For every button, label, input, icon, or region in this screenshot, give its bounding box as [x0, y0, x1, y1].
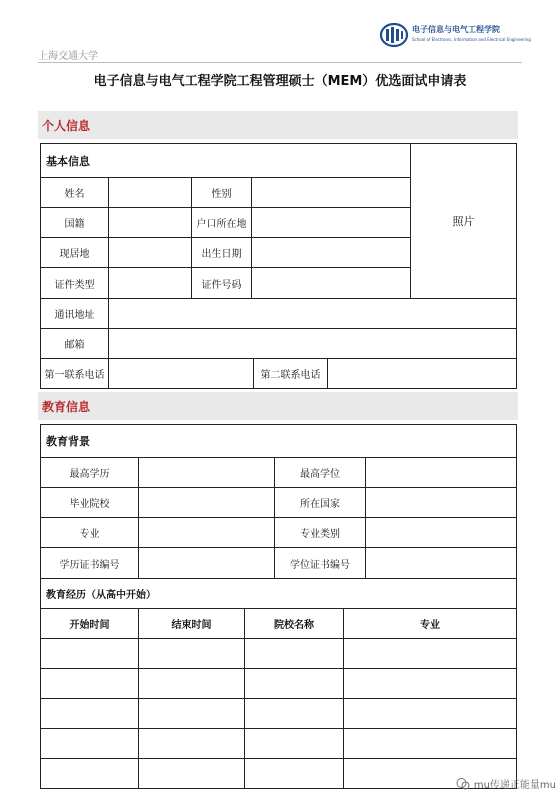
personal-section-title: 个人信息: [42, 119, 91, 133]
history-cell[interactable]: [343, 638, 517, 669]
history-cell[interactable]: [40, 728, 139, 759]
degree-cert-input[interactable]: [365, 547, 517, 579]
history-cell[interactable]: [138, 728, 245, 759]
document-title: 电子信息与电气工程学院工程管理硕士（MEM）优选面试申请表: [93, 74, 467, 89]
col-major-label: 专业: [420, 620, 440, 631]
history-cell[interactable]: [244, 728, 344, 759]
grad-school-input[interactable]: [138, 487, 275, 518]
history-cell[interactable]: [40, 668, 139, 699]
email-input[interactable]: [108, 328, 517, 359]
history-cell[interactable]: [40, 758, 139, 789]
history-cell[interactable]: [244, 638, 344, 669]
phone2-label: 第二联系电话: [260, 370, 321, 381]
highest-edu-label: 最高学历: [69, 469, 110, 480]
id-type-input[interactable]: [108, 267, 192, 299]
residence-label: 现居地: [59, 249, 90, 260]
edu-cert-label: 学历证书编号: [59, 559, 120, 571]
highest-degree-label: 最高学位: [300, 469, 340, 480]
grad-school-label: 毕业院校: [69, 499, 110, 510]
col-start-label: 开始时间: [69, 620, 110, 631]
email-label: 邮箱: [64, 340, 85, 351]
highest-edu-input[interactable]: [138, 457, 275, 488]
watermark-text: mu传递正能量mu: [473, 780, 556, 791]
history-cell[interactable]: [343, 668, 517, 699]
personal-section-band: [38, 111, 518, 139]
id-number-label: 证件号码: [201, 279, 242, 291]
history-cell[interactable]: [343, 698, 517, 729]
hukou-label: 户口所在地: [196, 219, 247, 230]
photo-label: 照片: [452, 215, 475, 228]
history-cell[interactable]: [244, 668, 344, 699]
address-label: 通讯地址: [54, 310, 95, 321]
hukou-input[interactable]: [251, 207, 411, 238]
edu-cert-input[interactable]: [138, 547, 275, 579]
highest-degree-input[interactable]: [365, 457, 517, 488]
history-cell[interactable]: [138, 638, 245, 669]
logo-en: School of Electronic, Information and Electrical Engineering: [412, 37, 531, 42]
history-cell[interactable]: [138, 758, 245, 789]
col-school-label: 院校名称: [274, 620, 314, 631]
phone2-input[interactable]: [327, 358, 517, 389]
name-input[interactable]: [108, 177, 192, 208]
education-section-band: [38, 392, 518, 420]
phone1-label: 第一联系电话: [44, 370, 105, 381]
history-cell[interactable]: [244, 758, 344, 789]
address-input[interactable]: [108, 298, 517, 329]
school-logo-text: [412, 24, 532, 42]
id-number-input[interactable]: [251, 267, 411, 299]
name-label: 姓名: [64, 189, 85, 200]
edu-background-label: 教育背景: [46, 435, 90, 448]
major-input[interactable]: [138, 517, 275, 548]
country-input[interactable]: [365, 487, 517, 518]
education-section-title: 教育信息: [42, 400, 91, 414]
degree-cert-label: 学位证书编号: [290, 559, 350, 571]
major-label: 专业: [79, 529, 100, 540]
nationality-input[interactable]: [108, 207, 192, 238]
gender-input[interactable]: [251, 177, 411, 208]
major-category-input[interactable]: [365, 517, 517, 548]
edu-history-label: 教育经历（从高中开始）: [46, 590, 156, 601]
history-cell[interactable]: [40, 698, 139, 729]
gender-label: 性别: [211, 189, 232, 200]
major-category-label: 专业类别: [300, 529, 340, 540]
history-cell[interactable]: [343, 728, 517, 759]
history-cell[interactable]: [40, 638, 139, 669]
wechat-icon: [456, 777, 470, 791]
col-end-label: 结束时间: [171, 620, 212, 631]
basic-info-label: 基本信息: [46, 154, 90, 168]
country-label: 所在国家: [300, 499, 340, 510]
residence-input[interactable]: [108, 237, 192, 268]
watermark: [456, 776, 556, 791]
history-cell[interactable]: [138, 698, 245, 729]
school-logo-icon: [379, 22, 409, 48]
logo-cn: 电子信息与电气工程学院: [412, 25, 500, 34]
history-cell[interactable]: [244, 698, 344, 729]
birth-date-input[interactable]: [251, 237, 411, 268]
university-name: 上海交通大学: [38, 51, 98, 62]
id-type-label: 证件类型: [54, 279, 95, 291]
header-divider: [38, 62, 522, 63]
phone1-input[interactable]: [108, 358, 254, 389]
nationality-label: 国籍: [64, 219, 85, 230]
birth-date-label: 出生日期: [201, 249, 242, 260]
history-cell[interactable]: [138, 668, 245, 699]
